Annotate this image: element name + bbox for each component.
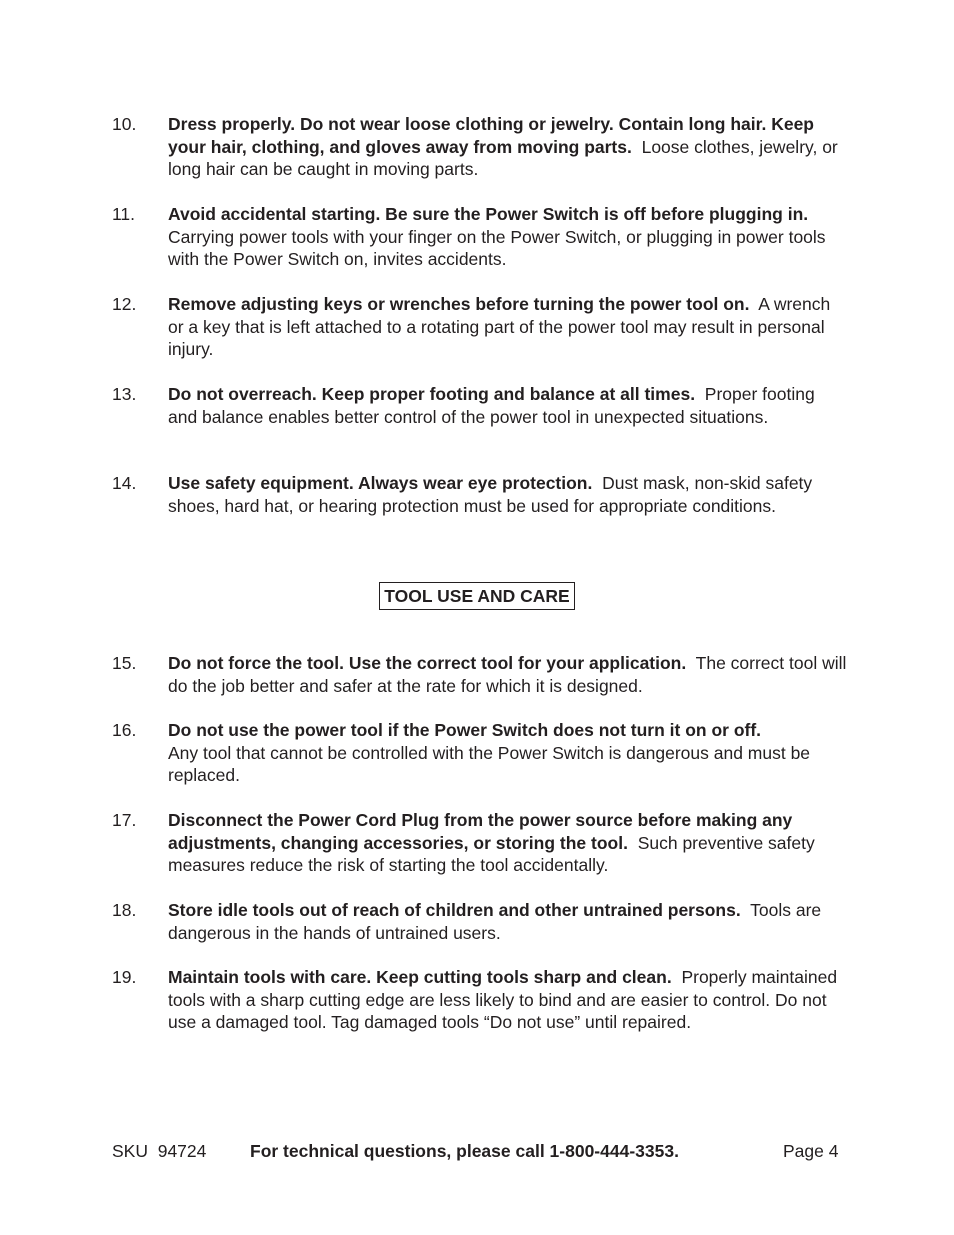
item-text [168,293,848,361]
item-text [168,383,848,428]
page-number: Page 4 [783,1141,839,1161]
item-bold-text: Remove adjusting keys or wrenches before turning the power tool on. [168,294,750,314]
item-text [168,472,848,517]
item-text [168,899,848,944]
item-normal-text: The correct tool will do the job better and safer at the rate for which it is designed. [168,653,847,696]
page-footer [0,1140,954,1164]
item-text [168,113,848,181]
item-normal-text: Tools are dangerous in the hands of untrained users. [168,900,822,943]
sku-label: SKU 94724 [112,1141,207,1161]
item-number: 10. [112,114,137,134]
item-text [168,719,848,787]
item-bold-text: Do not force the tool. Use the correct tool for your application. [168,653,687,673]
item-bold-text: Disconnect the Power Cord Plug from the power source before making any adjustments, changing accessories, or storing the tool. [168,810,793,853]
item-bold-text: Store idle tools out of reach of children and other untrained persons. [168,900,741,920]
item-normal-text: Dust mask, non-skid safety shoes, hard hat, or hearing protection must be used for appropriate conditions. [168,473,813,516]
item-number: 19. [112,967,137,987]
item-number: 16. [112,720,137,740]
item-normal-text: Such preventive safety measures reduce the risk of starting the tool accidentally. [168,832,815,875]
item-text [168,652,848,697]
item-normal-text: Proper footing and balance enables better control of the power tool in unexpected situations. [168,384,815,427]
item-bold-text: Dress properly. Do not wear loose clothing or jewelry. Contain long hair. Keep your hair, clothing, and gloves away from moving parts. [168,114,814,157]
item-number: 12. [112,294,137,314]
item-number: 17. [112,810,137,830]
item-normal-text: A wrench or a key that is left attached to a rotating part of the power tool may result in personal injury. [168,294,831,359]
item-bold-text: Do not overreach. Keep proper footing and balance at all times. [168,384,696,404]
technical-help-line: For technical questions, please call 1-800-444-3353. [250,1141,679,1161]
item-text [168,809,848,877]
item-bold-text: Use safety equipment. Always wear eye protection. [168,473,593,493]
item-number: 15. [112,653,137,673]
section-heading-wrap [0,582,954,610]
item-bold-text: Maintain tools with care. Keep cutting tools sharp and clean. [168,967,672,987]
item-bold-text: Avoid accidental starting. Be sure the Power Switch is off before plugging in. [168,204,809,224]
item-normal-text: Properly maintained tools with a sharp cutting edge are less likely to bind and are easier to control. Do not use a damaged tool. Tag damaged tools “Do not use” until repaired. [168,967,838,1032]
section-heading: TOOL USE AND CARE [379,582,574,610]
item-number: 18. [112,900,137,920]
item-number: 11. [112,204,136,224]
item-text [168,203,848,271]
item-normal-text: Loose clothes, jewelry, or long hair can be caught in moving parts. [168,136,838,179]
item-normal-text: Carrying power tools with your finger on the Power Switch, or plugging in power tools with the Power Switch on, invites accidents. [168,226,826,269]
item-number: 14. [112,473,137,493]
item-number: 13. [112,384,137,404]
item-text [168,966,848,1034]
item-bold-text: Do not use the power tool if the Power Switch does not turn it on or off. [168,720,762,740]
item-normal-text: Any tool that cannot be controlled with the Power Switch is dangerous and must be replaced. [168,742,811,785]
